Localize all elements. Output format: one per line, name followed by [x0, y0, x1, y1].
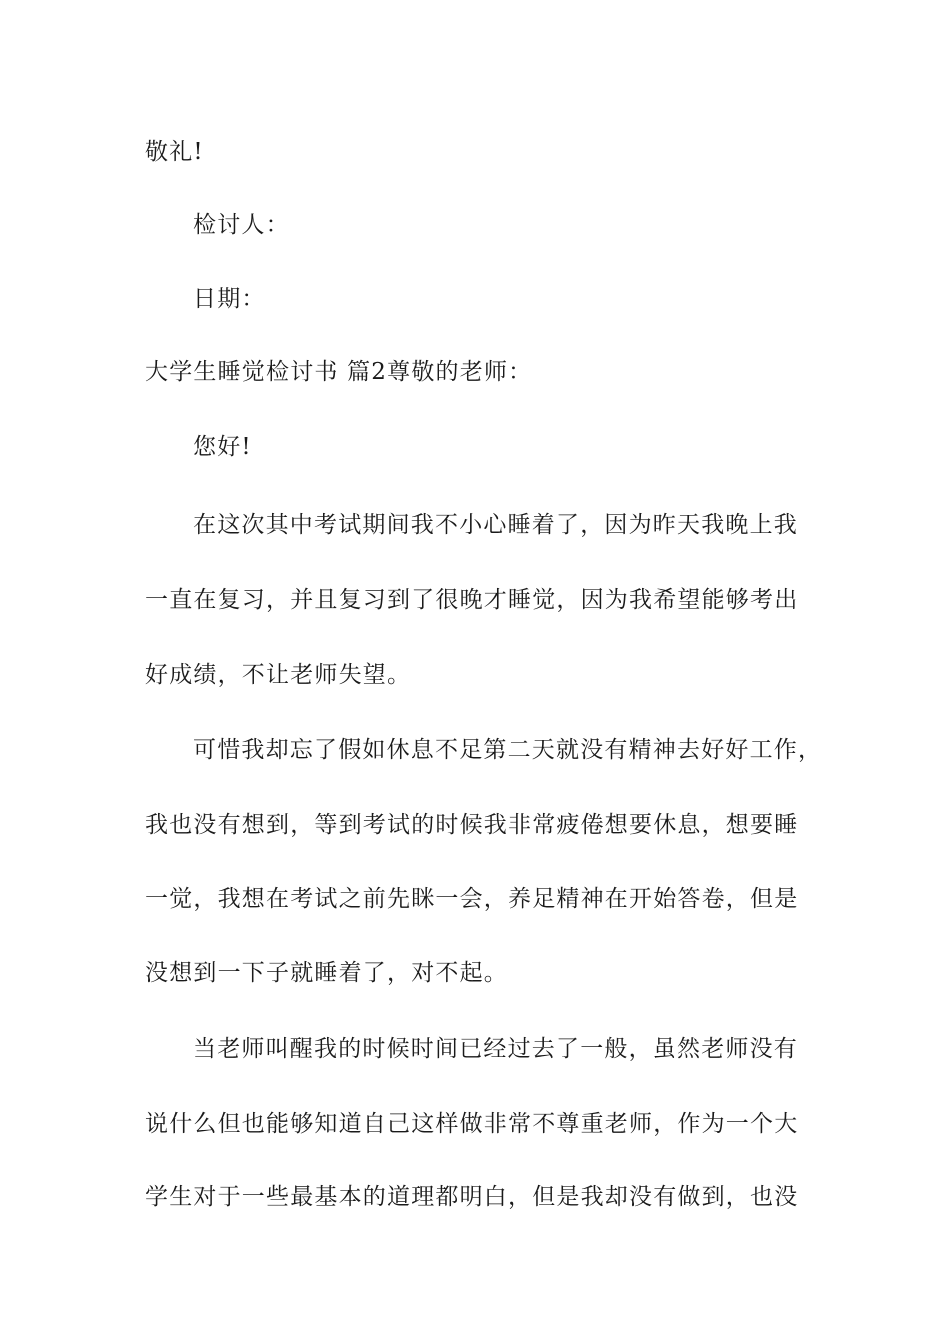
body-line: 一觉，我想在考试之前先眯一会，养足精神在开始答卷，但是 — [145, 886, 799, 912]
body-line: 我也没有想到，等到考试的时候我非常疲倦想要休息，想要睡 — [145, 812, 799, 838]
body-line: 一直在复习，并且复习到了很晚才睡觉，因为我希望能够考出 — [145, 587, 799, 613]
body-line: 好成绩，不让老师失望。 — [145, 662, 412, 688]
body-line: 可惜我却忘了假如休息不足第二天就没有精神去好好工作， — [193, 737, 823, 763]
body-line: 当老师叫醒我的时候时间已经过去了一般，虽然老师没有 — [193, 1036, 798, 1062]
date-label: 日期： — [193, 286, 266, 312]
body-line: 说什么但也能够知道自己这样做非常不尊重老师，作为一个大 — [145, 1111, 799, 1137]
greeting: 您好! — [193, 434, 252, 460]
section-heading: 大学生睡觉检讨书 篇2尊敬的老师： — [145, 359, 533, 385]
body-line: 学生对于一些最基本的道理都明白，但是我却没有做到，也没 — [145, 1184, 799, 1210]
signer-label: 检讨人： — [193, 212, 290, 238]
body-line: 没想到一下子就睡着了，对不起。 — [145, 960, 508, 986]
body-line: 在这次其中考试期间我不小心睡着了，因为昨天我晚上我 — [193, 512, 798, 538]
closing-salutation: 敬礼! — [145, 139, 204, 165]
